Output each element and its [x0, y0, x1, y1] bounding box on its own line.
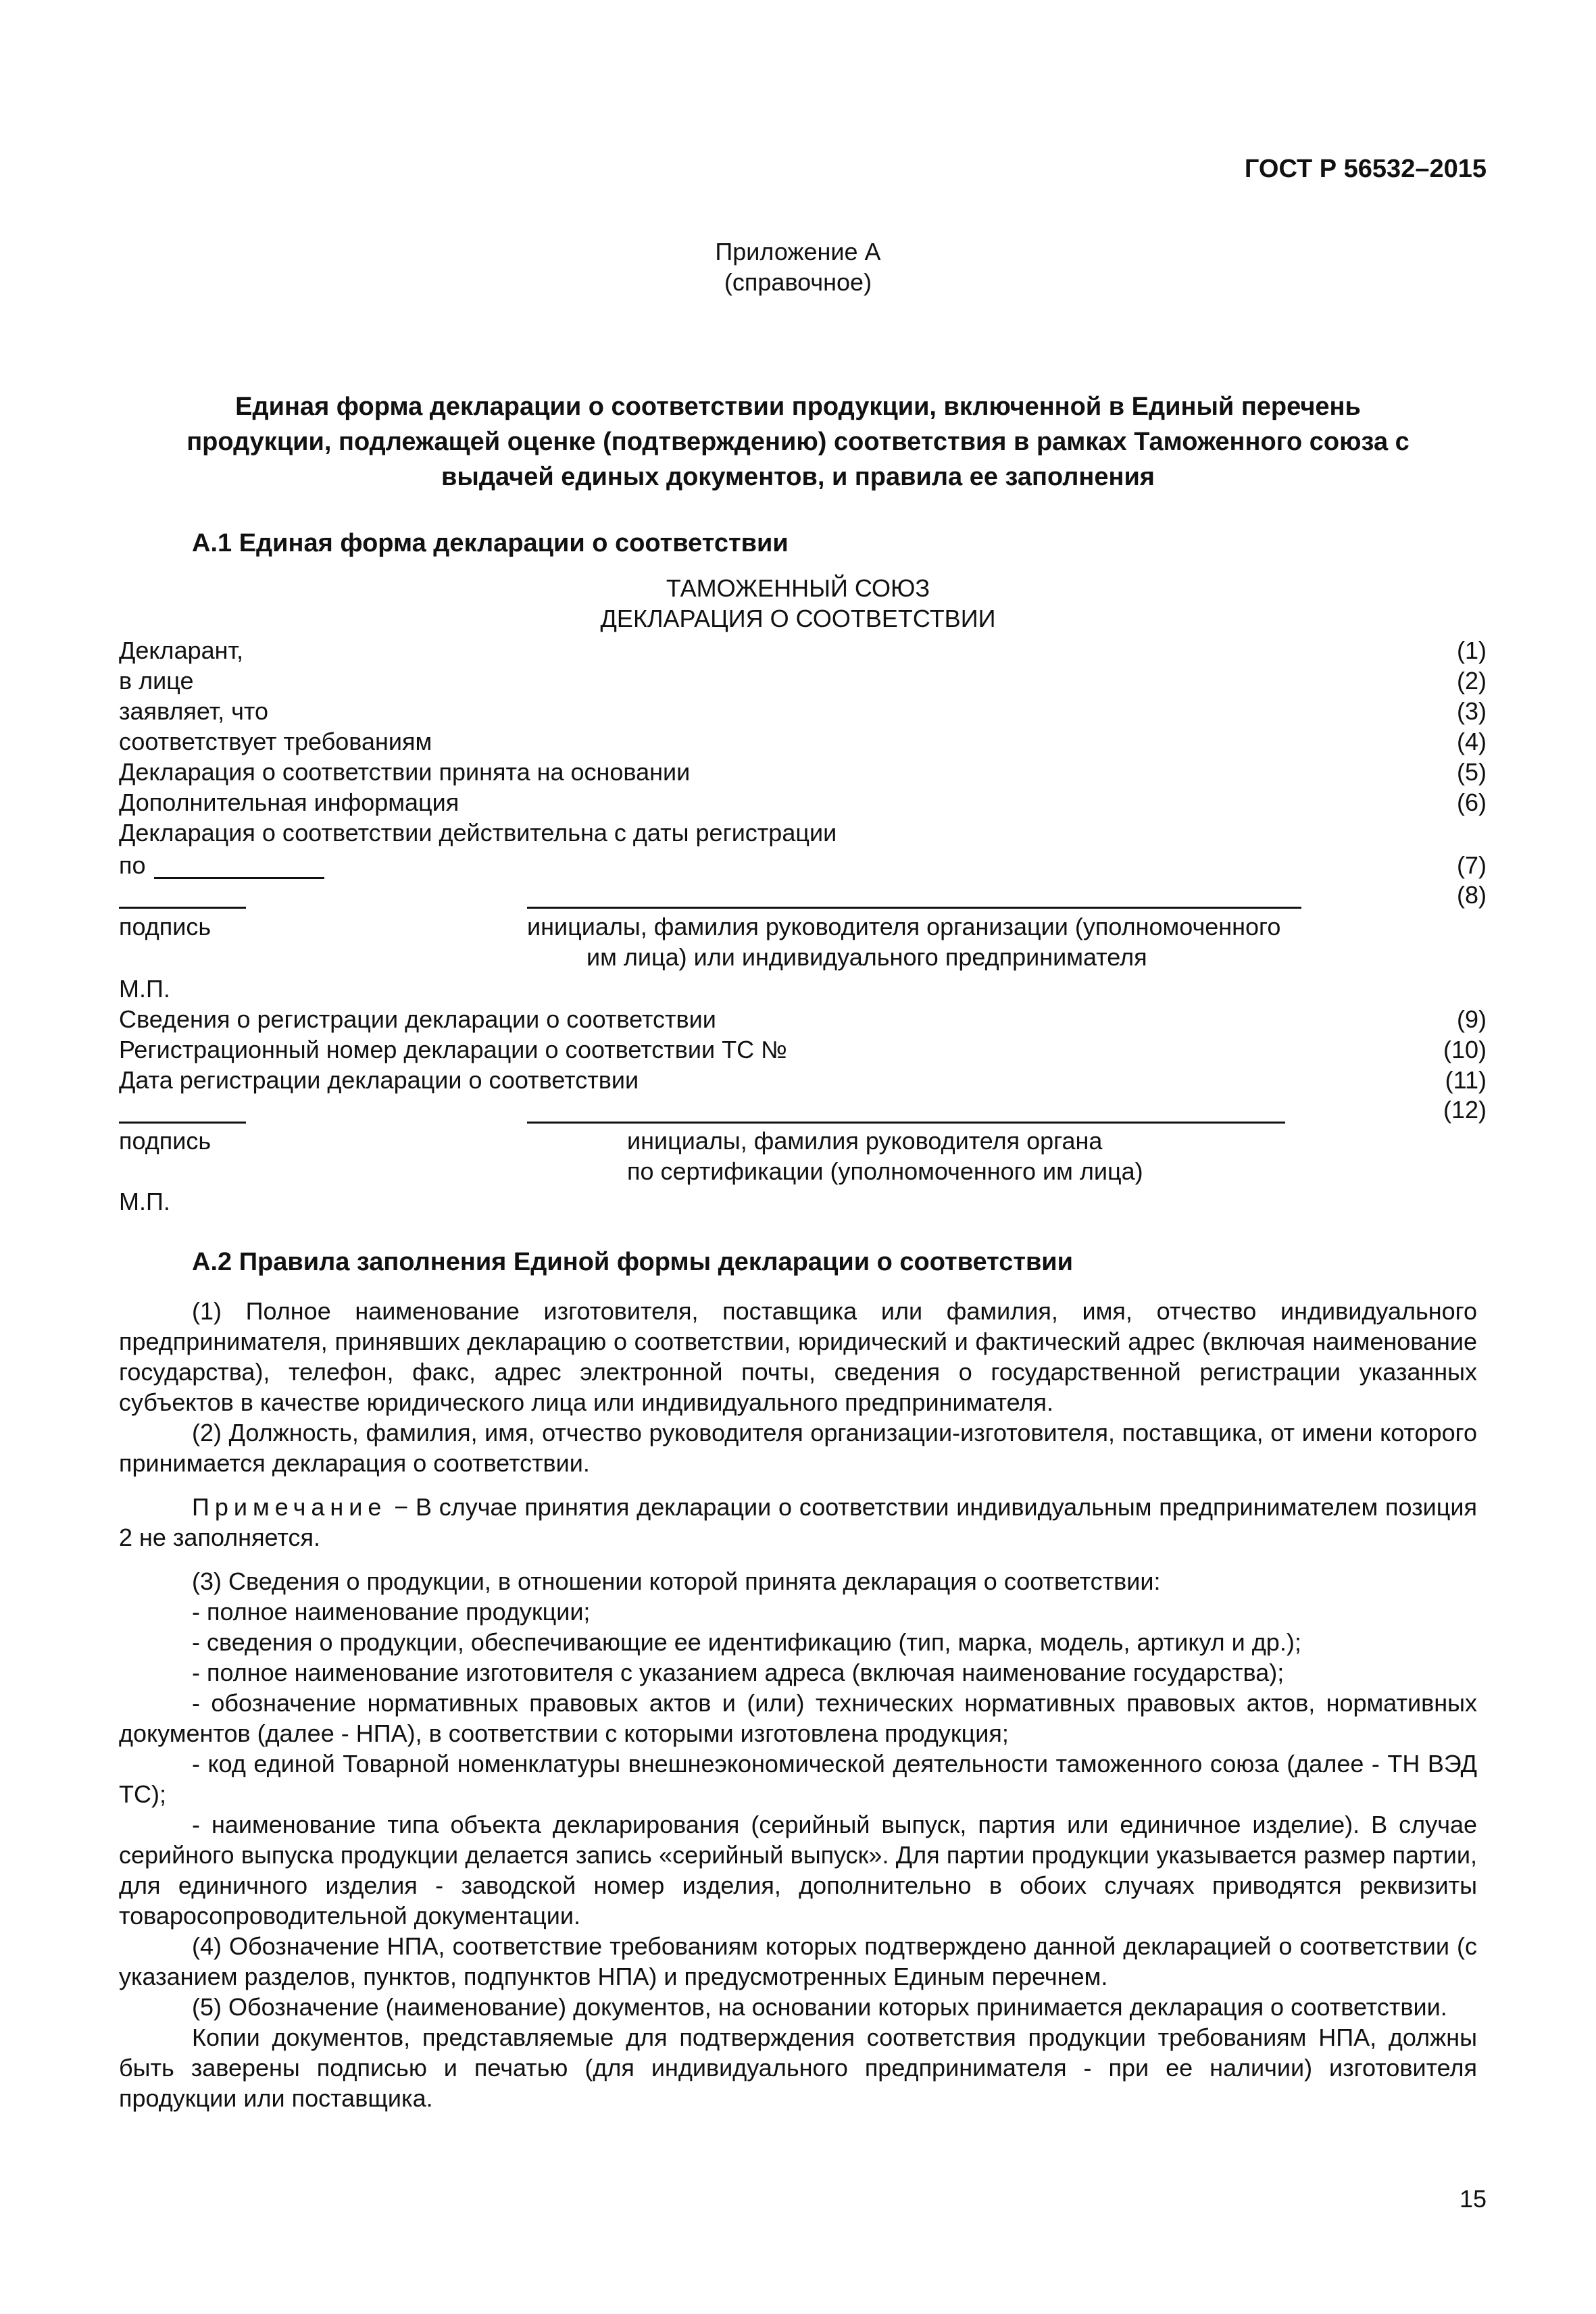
rule-paragraph: (4) Обозначение НПА, соответствие требованиям которых подтверждено данной декларацией о соответствии (с указанием разделов, пунктов, подпунктов НПА) и предусмотренных Единым перечнем. [119, 1932, 1477, 1990]
form-org-name: ТАМОЖЕННЫЙ СОЮЗ [666, 574, 930, 602]
appendix-title: Приложение А [715, 238, 881, 266]
form-row-number: (6) [1457, 788, 1487, 816]
list-item: - код единой Товарной номенклатуры внешнеэкономической деятельности таможенного союза (далее - ТН ВЭД ТС); [119, 1750, 1477, 1808]
standard-number: ГОСТ Р 56532–2015 [1244, 155, 1487, 183]
signature-caption: подпись [119, 1127, 211, 1155]
stamp-label: М.П. [119, 1188, 170, 1215]
form-row-label: Дата регистрации декларации о соответствии [119, 1066, 639, 1094]
form-row-label: соответствует требованиям [119, 728, 432, 755]
main-title-line-1: Единая форма декларации о соответствии продукции, включенной в Единый перечень [235, 393, 1361, 421]
section-a2-heading: А.2 Правила заполнения Единой формы декларации о соответствии [192, 1248, 1074, 1276]
name-caption-line-2: по сертификации (уполномоченного им лица) [627, 1157, 1143, 1185]
list-item: - полное наименование продукции; [192, 1598, 591, 1626]
note-text: − В случае принятия декларации о соответствии индивидуальным предпринимателем позиция 2 не заполняется. [119, 1493, 1477, 1551]
form-row-number: (3) [1457, 697, 1487, 725]
rule-paragraph: (5) Обозначение (наименование) документов, на основании которых принимается декларация о соответствии. [192, 1993, 1447, 2021]
rule-paragraph: (2) Должность, фамилия, имя, отчество руководителя организации-изготовителя, поставщика, от имени которого принимается декларация о соответствии. [119, 1419, 1477, 1477]
list-item: - сведения о продукции, обеспечивающие ее идентификацию (тип, марка, модель, артикул и др.); [192, 1628, 1301, 1656]
form-row-number: (2) [1457, 667, 1487, 695]
list-item: - наименование типа объекта декларирования (серийный выпуск, партия или единичное изделие). В случае серийного выпуска продукции делается запись «серийный выпуск». Для партии продукции указывается размер партии, для единичного изделия - заводской номер изделия, дополнительно в обоих случаях приводятся реквизиты товаросопроводительной документации. [119, 1811, 1477, 1930]
main-title-line-3: выдачей единых документов, и правила ее заполнения [441, 463, 1155, 491]
signature-line [119, 907, 246, 909]
signature-line [119, 1122, 246, 1124]
form-row-number: (7) [1457, 851, 1487, 879]
stamp-label: М.П. [119, 975, 170, 1003]
form-row-number: (4) [1457, 728, 1487, 755]
form-row-number: (8) [1457, 881, 1487, 909]
form-row-number: (10) [1443, 1036, 1487, 1063]
main-title-line-2: продукции, подлежащей оценке (подтверждению) соответствия в рамках Таможенного союза с [186, 428, 1410, 456]
list-item: - полное наименование изготовителя с указанием адреса (включая наименование государства); [192, 1659, 1285, 1686]
form-row-label: по [119, 851, 146, 879]
form-row-label: Регистрационный номер декларации о соответствии ТС № [119, 1036, 787, 1063]
validity-date-line [154, 877, 324, 879]
rule-paragraph: Копии документов, представляемые для подтверждения соответствия продукции требованиям НПА, должны быть заверены подписью и печатью (для индивидуального предпринимателя - при ее наличии) изготовителя продукции или поставщика. [119, 2023, 1477, 2112]
form-row-label: Дополнительная информация [119, 788, 459, 816]
signature-caption: подпись [119, 913, 211, 940]
name-line [527, 907, 1301, 909]
form-row-label: в лице [119, 667, 194, 695]
name-caption-line-1: инициалы, фамилия руководителя органа [627, 1127, 1103, 1155]
note-paragraph [119, 1492, 1477, 1553]
form-row-label: Декларация о соответствии принята на основании [119, 758, 691, 786]
page-number: 15 [1459, 2185, 1487, 2213]
list-item: - обозначение нормативных правовых актов и (или) технических нормативных правовых актов, нормативных документов (далее - НПА), в соответствии с которыми изготовлена продукция; [119, 1689, 1477, 1747]
form-row-number: (12) [1443, 1096, 1487, 1124]
rule-paragraph: (1) Полное наименование изготовителя, поставщика или фамилия, имя, отчество индивидуального предпринимателя, принявших декларацию о соответствии, юридический и фактический адрес (включая наименование государства), телефон, факс, адрес электронной почты, сведения о государственной регистрации указанных субъектов в качестве юридического лица или индивидуального предпринимателя. [119, 1297, 1477, 1416]
name-caption-line-2: им лица) или индивидуального предпринимателя [587, 943, 1147, 971]
appendix-subtitle: (справочное) [724, 268, 872, 296]
section-a1-heading: А.1 Единая форма декларации о соответствии [192, 529, 789, 557]
form-doc-title: ДЕКЛАРАЦИЯ О СООТВЕТСТВИИ [600, 605, 996, 632]
form-row-number: (11) [1445, 1066, 1487, 1094]
form-row-number: (9) [1457, 1005, 1487, 1033]
form-row-label: заявляет, что [119, 697, 269, 725]
form-row-number: (1) [1457, 636, 1487, 664]
form-row-label: Декларант, [119, 636, 244, 664]
name-caption-line-1: инициалы, фамилия руководителя организации (уполномоченного [527, 913, 1281, 940]
form-row-label: Декларация о соответствии действительна с даты регистрации [119, 819, 837, 847]
rule-paragraph: (3) Сведения о продукции, в отношении которой принята декларация о соответствии: [192, 1567, 1161, 1595]
rules-text [119, 1296, 1477, 2113]
form-row-number: (5) [1457, 758, 1487, 786]
note-label: Примечание [192, 1493, 387, 1521]
name-line [527, 1122, 1285, 1124]
form-row-label: Сведения о регистрации декларации о соответствии [119, 1005, 716, 1033]
